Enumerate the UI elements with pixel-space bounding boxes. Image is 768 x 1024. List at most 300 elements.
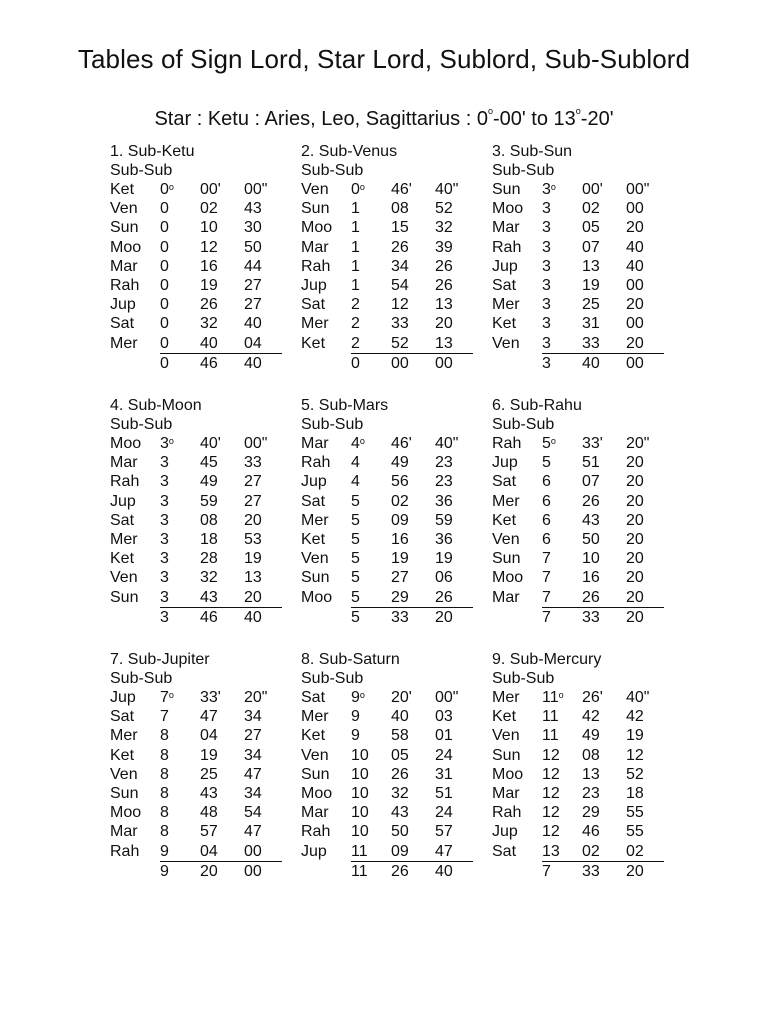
table-row — [301, 453, 473, 472]
table-row — [492, 549, 664, 568]
minute-cell: 02 — [391, 492, 409, 510]
degree-cell: 3 — [160, 473, 169, 491]
table-row — [301, 822, 473, 841]
second-cell: 40" — [626, 689, 650, 706]
second-cell: 27 — [244, 296, 262, 314]
degree-cell: 8 — [160, 727, 169, 745]
table-row — [110, 453, 282, 472]
minute-cell: 32 — [200, 569, 218, 587]
minute-cell: 27 — [391, 569, 409, 587]
planet-cell: Mer — [301, 708, 329, 726]
minute-cell: 18 — [200, 531, 218, 549]
second-cell: 24 — [435, 746, 453, 764]
sub-sub-table — [492, 688, 664, 881]
planet-cell: Mar — [492, 588, 520, 606]
degree-value: 4 — [351, 435, 360, 452]
table-row — [301, 257, 473, 276]
second-cell: 40 — [244, 315, 262, 333]
degree-cell: 12 — [542, 804, 560, 822]
table-row — [301, 765, 473, 784]
table-row — [110, 549, 282, 568]
minute-cell: 26 — [391, 765, 409, 783]
table-row — [492, 257, 664, 276]
minute-cell: 49 — [391, 454, 409, 472]
minute-cell: 46' — [391, 435, 412, 452]
degree-cell: 3 — [542, 296, 551, 314]
second-cell: 40 — [244, 608, 262, 626]
second-cell: 00 — [435, 354, 453, 372]
second-cell: 20" — [244, 689, 268, 706]
minute-cell: 20' — [391, 689, 412, 706]
degree-cell: 3 — [160, 511, 169, 529]
minute-cell: 23 — [582, 785, 600, 803]
sub-table-heading: 9. Sub-Mercury — [492, 651, 602, 668]
table-row — [492, 492, 664, 511]
minute-cell: 56 — [391, 473, 409, 491]
table-row — [110, 803, 282, 822]
table-row — [110, 472, 282, 491]
planet-cell: Ket — [301, 727, 326, 745]
second-cell: 04 — [244, 334, 282, 354]
subtitle-prefix: Star : Ketu : Aries, Leo, Sagittarius : 0 — [154, 108, 488, 130]
minute-cell: 42 — [582, 708, 600, 726]
degree-cell — [351, 434, 391, 453]
table-row — [492, 295, 664, 314]
degree-mark: o — [359, 690, 365, 700]
table-row — [492, 746, 664, 765]
minute-cell: 02 — [200, 200, 218, 218]
sub-table-block — [492, 650, 682, 881]
minute-cell: 50 — [391, 823, 409, 841]
planet-cell: Jup — [492, 257, 518, 275]
sub-sub-table — [301, 434, 473, 627]
planet-cell — [110, 607, 160, 627]
second-cell: 27 — [244, 492, 262, 510]
planet-cell: Ven — [110, 569, 138, 587]
second-cell: 34 — [244, 746, 262, 764]
planet-cell: Jup — [301, 277, 327, 295]
table-row — [492, 276, 664, 295]
total-row — [110, 353, 282, 373]
degree-cell — [542, 180, 582, 199]
table-row — [110, 765, 282, 784]
second-cell: 03 — [435, 708, 453, 726]
planet-cell: Mer — [492, 492, 520, 510]
degree-cell: 3 — [542, 277, 551, 295]
degree-cell: 3 — [160, 588, 200, 608]
planet-cell: Moo — [301, 588, 333, 606]
degree-cell: 0 — [160, 296, 169, 314]
planet-cell — [301, 353, 351, 373]
degree-cell: 3 — [160, 492, 169, 510]
planet-cell — [492, 861, 542, 881]
degree-cell: 9 — [160, 862, 169, 880]
degree-value: 11 — [542, 689, 559, 706]
minute-cell: 16 — [582, 569, 600, 587]
planet-cell: Mer — [301, 315, 329, 333]
second-cell: 42 — [626, 708, 644, 726]
sub-sub-label: Sub-Sub — [110, 670, 173, 687]
table-row — [301, 218, 473, 237]
degree-mark: o — [168, 436, 174, 446]
second-cell: 40 — [626, 257, 644, 275]
table-row — [492, 472, 664, 491]
degree-cell: 6 — [542, 492, 551, 510]
planet-cell: Sat — [301, 689, 326, 706]
degree-cell: 11 — [542, 708, 559, 726]
second-cell: 47 — [435, 842, 473, 862]
page-subtitle — [0, 108, 768, 131]
table-row — [301, 784, 473, 803]
degree-cell: 12 — [542, 823, 560, 841]
minute-cell: 29 — [391, 588, 435, 608]
degree-cell: 8 — [160, 746, 169, 764]
minute-cell: 43 — [391, 804, 409, 822]
table-row — [110, 568, 282, 587]
minute-cell: 40 — [582, 354, 600, 372]
table-row — [492, 334, 664, 354]
degree-cell — [542, 688, 582, 707]
table-row — [301, 530, 473, 549]
degree-cell: 6 — [542, 531, 551, 549]
degree-mark: o — [575, 106, 581, 116]
second-cell: 34 — [244, 708, 262, 726]
minute-cell: 10 — [582, 550, 600, 568]
minute-cell: 43 — [200, 588, 244, 608]
degree-cell: 5 — [351, 511, 360, 529]
degree-cell: 5 — [351, 608, 360, 626]
degree-mark: o — [487, 106, 493, 116]
total-row — [492, 353, 664, 373]
minute-cell: 48 — [200, 804, 218, 822]
planet-cell: Sun — [301, 765, 330, 783]
second-cell: 31 — [435, 765, 453, 783]
second-cell: 13 — [435, 296, 453, 314]
table-row — [110, 492, 282, 511]
degree-cell: 7 — [542, 550, 551, 568]
second-cell: 53 — [244, 531, 262, 549]
table-row — [110, 842, 282, 862]
second-cell: 27 — [244, 277, 262, 295]
total-row — [492, 861, 664, 881]
planet-cell — [492, 353, 542, 373]
minute-cell: 00 — [391, 354, 409, 372]
degree-cell: 7 — [542, 608, 551, 626]
degree-cell: 9 — [160, 842, 200, 862]
minute-cell: 00' — [582, 181, 603, 198]
minute-cell: 33 — [582, 334, 626, 354]
sub-table-block — [110, 650, 300, 881]
second-cell: 20 — [244, 511, 262, 529]
planet-cell: Mer — [492, 689, 520, 706]
planet-cell: Sat — [492, 842, 517, 860]
minute-cell: 26 — [200, 296, 218, 314]
second-cell: 20 — [626, 511, 644, 529]
degree-cell: 3 — [542, 200, 551, 218]
second-cell: 13 — [435, 334, 473, 354]
planet-cell: Ket — [301, 531, 326, 549]
second-cell: 12 — [626, 746, 644, 764]
second-cell: 26 — [435, 277, 453, 295]
second-cell: 34 — [244, 785, 262, 803]
table-row — [301, 199, 473, 218]
minute-cell: 19 — [200, 746, 218, 764]
table-row — [301, 492, 473, 511]
table-row — [492, 765, 664, 784]
planet-cell: Ket — [492, 708, 517, 726]
minute-cell: 13 — [582, 765, 600, 783]
degree-cell: 0 — [160, 219, 169, 237]
second-cell: 13 — [244, 569, 262, 587]
second-cell: 00" — [244, 435, 268, 452]
planet-cell — [301, 607, 351, 627]
planet-cell: Jup — [301, 842, 327, 860]
degree-cell: 8 — [160, 765, 169, 783]
second-cell: 30 — [244, 219, 262, 237]
minute-cell: 46' — [391, 181, 412, 198]
degree-cell: 12 — [542, 765, 560, 783]
planet-cell: Sat — [110, 315, 135, 333]
degree-cell: 2 — [351, 334, 391, 354]
planet-cell: Mer — [110, 334, 138, 352]
table-row — [492, 530, 664, 549]
minute-cell: 40 — [200, 334, 244, 354]
subtitle-suffix: -20' — [580, 108, 614, 130]
degree-value: 0 — [160, 181, 169, 198]
sub-sub-label: Sub-Sub — [110, 162, 173, 179]
table-row — [301, 238, 473, 257]
planet-cell: Moo — [301, 219, 333, 237]
minute-cell: 05 — [391, 746, 409, 764]
table-row — [110, 295, 282, 314]
second-cell: 33 — [244, 454, 262, 472]
sub-sub-label: Sub-Sub — [301, 670, 364, 687]
planet-cell: Ven — [301, 181, 329, 198]
planet-cell: Ven — [110, 200, 138, 218]
minute-cell: 57 — [200, 823, 218, 841]
second-cell: 24 — [435, 804, 453, 822]
table-row — [492, 842, 664, 862]
degree-cell: 11 — [351, 842, 391, 862]
degree-value: 3 — [542, 181, 551, 198]
minute-cell: 26' — [582, 689, 603, 706]
sub-table-heading: 3. Sub-Sun — [492, 143, 573, 160]
minute-cell: 19 — [391, 550, 409, 568]
degree-cell: 3 — [542, 219, 551, 237]
table-row — [492, 688, 664, 707]
degree-cell: 2 — [351, 315, 360, 333]
second-cell: 19 — [435, 550, 453, 568]
second-cell: 40 — [435, 862, 453, 880]
table-row — [492, 238, 664, 257]
degree-cell: 5 — [351, 550, 360, 568]
minute-cell: 26 — [391, 862, 409, 880]
sub-sub-table — [301, 688, 473, 881]
planet-cell: Ket — [301, 334, 326, 352]
planet-cell: Sun — [110, 219, 139, 237]
minute-cell: 33 — [582, 608, 600, 626]
second-cell: 01 — [435, 727, 453, 745]
degree-cell: 5 — [351, 531, 360, 549]
minute-cell: 13 — [582, 257, 600, 275]
table-row — [301, 842, 473, 862]
table-row — [110, 707, 282, 726]
degree-cell: 4 — [351, 473, 360, 491]
second-cell: 00 — [626, 200, 644, 218]
total-row — [301, 607, 473, 627]
sub-table-block — [492, 142, 682, 373]
planet-cell — [492, 607, 542, 627]
minute-cell: 46 — [582, 823, 600, 841]
table-row — [492, 218, 664, 237]
second-cell: 00" — [435, 689, 459, 706]
sub-sub-table — [110, 688, 282, 881]
degree-cell: 7 — [542, 862, 551, 880]
degree-cell: 0 — [160, 200, 169, 218]
degree-cell: 0 — [160, 257, 169, 275]
table-row — [301, 511, 473, 530]
second-cell: 40" — [435, 181, 459, 198]
planet-cell: Ven — [492, 727, 520, 745]
degree-cell: 3 — [542, 354, 551, 372]
minute-cell: 58 — [391, 727, 409, 745]
table-row — [492, 803, 664, 822]
second-cell: 55 — [626, 804, 644, 822]
total-row — [110, 861, 282, 881]
planet-cell: Mar — [110, 454, 138, 472]
degree-value: 5 — [542, 435, 551, 452]
planet-cell: Mar — [301, 435, 329, 452]
degree-cell: 0 — [160, 354, 169, 372]
table-row — [301, 434, 473, 453]
degree-cell: 5 — [351, 569, 360, 587]
second-cell: 20 — [626, 296, 644, 314]
planet-cell: Rah — [492, 238, 522, 256]
degree-cell — [160, 688, 200, 707]
table-row — [110, 688, 282, 707]
degree-mark: o — [168, 182, 174, 192]
sub-table-heading: 7. Sub-Jupiter — [110, 651, 210, 668]
sub-table-heading: 6. Sub-Rahu — [492, 397, 582, 414]
planet-cell — [110, 353, 160, 373]
second-cell: 20 — [626, 862, 644, 880]
planet-cell: Moo — [110, 435, 142, 452]
degree-mark: o — [558, 690, 564, 700]
second-cell: 40 — [244, 354, 262, 372]
minute-cell: 12 — [200, 238, 218, 256]
degree-cell — [160, 434, 200, 453]
minute-cell: 20 — [200, 862, 218, 880]
planet-cell: Jup — [492, 823, 518, 841]
degree-cell: 0 — [351, 354, 360, 372]
minute-cell: 05 — [582, 219, 600, 237]
second-cell: 50 — [244, 238, 262, 256]
degree-cell: 11 — [351, 862, 368, 880]
second-cell: 18 — [626, 785, 644, 803]
degree-cell: 6 — [542, 511, 551, 529]
second-cell: 20 — [626, 454, 644, 472]
second-cell: 00 — [626, 354, 644, 372]
minute-cell: 19 — [582, 277, 600, 295]
degree-cell: 1 — [351, 238, 360, 256]
minute-cell: 46 — [200, 354, 218, 372]
total-row — [301, 353, 473, 373]
planet-cell — [301, 861, 351, 881]
sub-sub-label: Sub-Sub — [301, 416, 364, 433]
planet-cell: Ven — [301, 746, 329, 764]
second-cell: 36 — [435, 531, 453, 549]
minute-cell: 02 — [582, 842, 626, 862]
minute-cell: 40 — [391, 708, 409, 726]
table-row — [110, 434, 282, 453]
minute-cell: 26 — [391, 238, 409, 256]
minute-cell: 16 — [391, 531, 409, 549]
table-row — [110, 257, 282, 276]
second-cell: 20" — [626, 435, 650, 452]
table-row — [110, 314, 282, 333]
minute-cell: 29 — [582, 804, 600, 822]
second-cell: 26 — [435, 257, 453, 275]
sub-sub-label: Sub-Sub — [301, 162, 364, 179]
degree-cell: 1 — [351, 257, 360, 275]
degree-cell — [351, 688, 391, 707]
table-row — [110, 218, 282, 237]
table-row — [110, 784, 282, 803]
minute-cell: 33' — [582, 435, 603, 452]
second-cell: 00 — [244, 842, 282, 862]
table-row — [301, 314, 473, 333]
minute-cell: 32 — [200, 315, 218, 333]
table-row — [301, 472, 473, 491]
planet-cell: Rah — [110, 842, 140, 860]
table-row — [301, 746, 473, 765]
minute-cell: 04 — [200, 842, 244, 862]
page-title: Tables of Sign Lord, Star Lord, Sublord, Sub-Sublord — [77, 44, 691, 74]
minute-cell: 31 — [582, 315, 600, 333]
planet-cell: Ket — [110, 181, 135, 198]
planet-cell: Sat — [110, 708, 135, 726]
planet-cell: Ven — [110, 765, 138, 783]
planet-cell: Jup — [110, 296, 136, 314]
minute-cell: 26 — [582, 492, 600, 510]
degree-cell: 11 — [542, 727, 559, 745]
second-cell: 20 — [626, 473, 644, 491]
second-cell: 20 — [626, 531, 644, 549]
second-cell: 26 — [435, 588, 473, 608]
minute-cell: 26 — [582, 588, 626, 608]
second-cell: 55 — [626, 823, 644, 841]
degree-cell: 3 — [160, 454, 169, 472]
second-cell: 57 — [435, 823, 453, 841]
planet-cell: Sun — [492, 550, 521, 568]
planet-cell: Rah — [492, 435, 522, 452]
planet-cell: Sun — [301, 200, 330, 218]
degree-cell: 3 — [160, 608, 169, 626]
minute-cell: 49 — [582, 727, 600, 745]
sub-table-heading: 4. Sub-Moon — [110, 397, 202, 414]
second-cell: 39 — [435, 238, 453, 256]
minute-cell: 32 — [391, 785, 409, 803]
degree-cell: 7 — [160, 708, 169, 726]
degree-cell — [542, 434, 582, 453]
second-cell: 20 — [626, 219, 644, 237]
second-cell: 36 — [435, 492, 453, 510]
second-cell: 00 — [244, 862, 262, 880]
planet-cell — [110, 861, 160, 881]
subtitle-mid: -00' to 13 — [493, 108, 576, 130]
degree-cell: 5 — [351, 588, 391, 608]
table-row — [110, 822, 282, 841]
